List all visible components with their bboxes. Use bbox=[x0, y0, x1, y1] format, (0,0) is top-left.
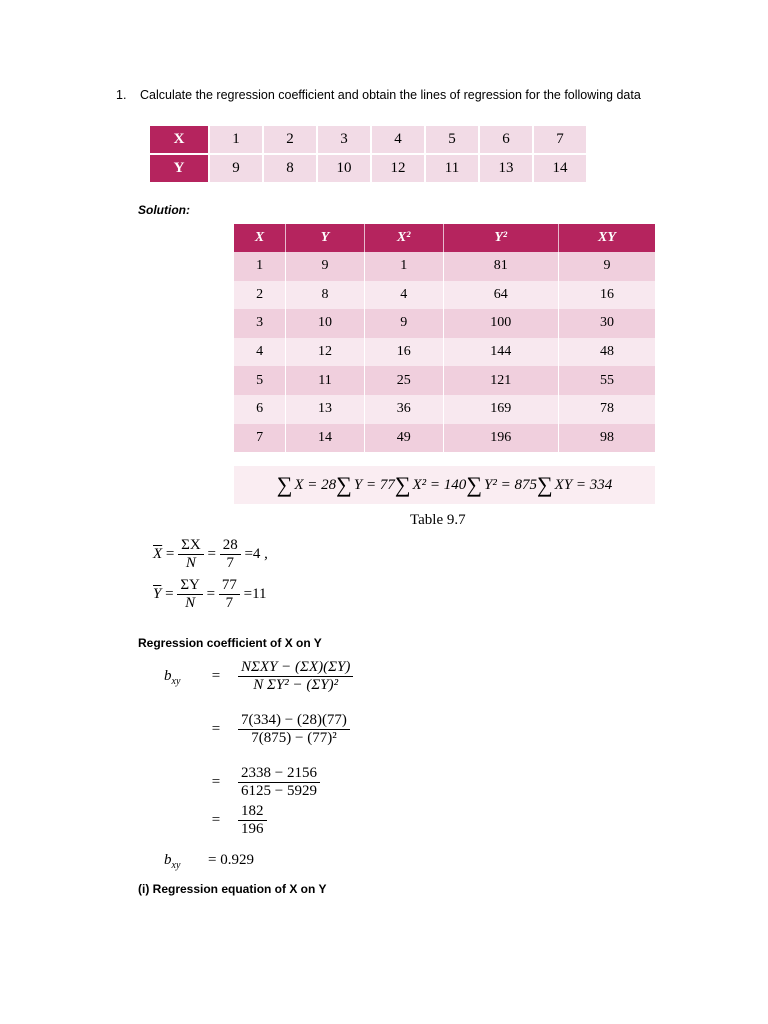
sigma-symbol: ∑ bbox=[536, 472, 553, 497]
solution-table bbox=[234, 224, 655, 452]
sum-value: XY = 334 bbox=[554, 476, 613, 493]
mean-x-symbol: $\overline{X}$ bbox=[153, 545, 163, 562]
table-cell: 9 bbox=[364, 309, 443, 338]
table-cell: 7 bbox=[234, 424, 286, 453]
given-row-x bbox=[149, 125, 587, 154]
table-cell: 81 bbox=[443, 252, 558, 281]
mean-y-formula: $\overline{Y}$ = $\frac{\Sigma Y}{N}$ = $\frac{77}{7}$ =11 bbox=[153, 577, 267, 611]
table-row bbox=[234, 395, 655, 424]
step-3-num: 2338 − 2156 bbox=[238, 766, 320, 783]
table-row bbox=[234, 338, 655, 367]
table-cell: 14 bbox=[286, 424, 365, 453]
mean-y-result: =11 bbox=[243, 585, 267, 602]
table-cell: 169 bbox=[443, 395, 558, 424]
table-row bbox=[234, 309, 655, 338]
given-cell: 6 bbox=[479, 125, 533, 154]
table-cell: 121 bbox=[443, 366, 558, 395]
sigma-symbol: ∑ bbox=[276, 472, 293, 497]
table-cell: 49 bbox=[364, 424, 443, 453]
given-cell: 8 bbox=[263, 154, 317, 183]
coefficient-result-symbol: $b_{xy}$ bbox=[164, 852, 181, 871]
question-number: 1. bbox=[116, 88, 127, 102]
table-cell: 4 bbox=[234, 338, 286, 367]
mean-x-den: N bbox=[185, 555, 196, 571]
sum-value: Y = 77 bbox=[353, 476, 395, 493]
table-row bbox=[234, 252, 655, 281]
table-cell: 9 bbox=[286, 252, 365, 281]
table-cell: 16 bbox=[364, 338, 443, 367]
coefficient-symbol: $b_{xy}$ bbox=[164, 667, 181, 687]
question-text: Calculate the regression coefficient and obtain the lines of regression for the following data bbox=[140, 88, 641, 102]
table-cell: 11 bbox=[286, 366, 365, 395]
mean-x-den2: 7 bbox=[226, 555, 234, 571]
sum-value: X² = 140 bbox=[412, 476, 467, 493]
table-cell: 30 bbox=[558, 309, 655, 338]
regression-coefficient-label: Regression coefficient of X on Y bbox=[138, 636, 322, 650]
column-header: X bbox=[234, 224, 286, 252]
regression-equation-label: (i) Regression equation of X on Y bbox=[138, 882, 327, 896]
coefficient-step-4: = $\frac{182}{196}$ bbox=[164, 804, 267, 837]
table-caption: Table 9.7 bbox=[410, 512, 466, 528]
table-cell: 98 bbox=[558, 424, 655, 453]
mean-x-num: ΣX bbox=[178, 538, 204, 555]
step-2-den: 7(875) − (77)² bbox=[251, 730, 337, 746]
column-header: X² bbox=[364, 224, 443, 252]
sigma-symbol: ∑ bbox=[394, 472, 411, 497]
column-header: Y² bbox=[443, 224, 558, 252]
given-cell: 7 bbox=[533, 125, 587, 154]
mean-x-result: =4 , bbox=[244, 545, 268, 562]
given-cell: 4 bbox=[371, 125, 425, 154]
table-cell: 3 bbox=[234, 309, 286, 338]
table-cell: 13 bbox=[286, 395, 365, 424]
given-cell: 13 bbox=[479, 154, 533, 183]
given-cell: 9 bbox=[209, 154, 263, 183]
table-cell: 36 bbox=[364, 395, 443, 424]
table-cell: 1 bbox=[234, 252, 286, 281]
table-cell: 100 bbox=[443, 309, 558, 338]
mean-y-den2: 7 bbox=[225, 595, 234, 611]
table-cell: 1 bbox=[364, 252, 443, 281]
table-cell: 78 bbox=[558, 395, 655, 424]
table-row bbox=[234, 424, 655, 453]
table-cell: 9 bbox=[558, 252, 655, 281]
given-cell: 14 bbox=[533, 154, 587, 183]
given-data-table bbox=[148, 124, 588, 184]
table-cell: 6 bbox=[234, 395, 286, 424]
table-cell: 25 bbox=[364, 366, 443, 395]
given-cell: 11 bbox=[425, 154, 479, 183]
mean-y-num: ΣY bbox=[177, 578, 203, 595]
sigma-symbol: ∑ bbox=[466, 472, 482, 497]
table-cell: 55 bbox=[558, 366, 655, 395]
mean-y-symbol: $\overline{Y}$ bbox=[153, 585, 162, 602]
given-row-label: X bbox=[149, 125, 209, 154]
table-cell: 64 bbox=[443, 281, 558, 310]
given-cell: 2 bbox=[263, 125, 317, 154]
step-2-num: 7(334) − (28)(77) bbox=[238, 713, 350, 730]
table-cell: 2 bbox=[234, 281, 286, 310]
step-1-num: NΣXY − (ΣX)(ΣY) bbox=[238, 660, 353, 677]
step-3-den: 6125 − 5929 bbox=[241, 783, 317, 799]
given-cell: 1 bbox=[209, 125, 263, 154]
mean-x-formula: $\overline{X}$ = $\frac{\Sigma X}{N}$ = $\frac{28}{7}$ =4 , bbox=[153, 537, 268, 571]
table-cell: 12 bbox=[286, 338, 365, 367]
mean-y-den: N bbox=[185, 595, 196, 611]
table-row bbox=[234, 281, 655, 310]
sum-value: Y² = 875 bbox=[484, 476, 537, 493]
table-cell: 10 bbox=[286, 309, 365, 338]
table-cell: 4 bbox=[364, 281, 443, 310]
table-cell: 48 bbox=[558, 338, 655, 367]
table-cell: 196 bbox=[443, 424, 558, 453]
table-row bbox=[234, 366, 655, 395]
table-cell: 16 bbox=[558, 281, 655, 310]
given-cell: 12 bbox=[371, 154, 425, 183]
given-row-y bbox=[149, 154, 587, 183]
table-cell: 5 bbox=[234, 366, 286, 395]
sigma-symbol: ∑ bbox=[336, 472, 352, 497]
column-header: Y bbox=[286, 224, 365, 252]
sum-value: X = 28 bbox=[294, 476, 337, 493]
given-row-label: Y bbox=[149, 154, 209, 183]
coefficient-value: 0.929 bbox=[220, 852, 254, 868]
column-header: XY bbox=[558, 224, 655, 252]
coefficient-step-1: $b_{xy}$ = $\frac{\text{NΣXY − (ΣX)(ΣY)}}{\text{N ΣY² − (ΣY)²}}$ bbox=[164, 660, 353, 693]
sums-row bbox=[234, 466, 655, 504]
table-cell: 144 bbox=[443, 338, 558, 367]
coefficient-result: $b_{xy} = 0.929$ bbox=[164, 852, 254, 871]
coefficient-step-2: = $\frac{7(334) - (28)(77)}{\text{7(875) − (77)²}}$ bbox=[164, 713, 350, 746]
table-cell: 8 bbox=[286, 281, 365, 310]
solution-label: Solution: bbox=[138, 203, 190, 217]
question bbox=[116, 88, 641, 102]
mean-y-num2: 77 bbox=[219, 578, 240, 595]
step-4-den: 196 bbox=[241, 821, 264, 837]
coefficient-step-3: = $\frac{2338 - 2156}{6125 - 5929}$ bbox=[164, 766, 320, 799]
given-cell: 3 bbox=[317, 125, 371, 154]
mean-x-num2: 28 bbox=[220, 538, 241, 555]
step-4-num: 182 bbox=[238, 804, 267, 821]
given-cell: 5 bbox=[425, 125, 479, 154]
step-1-den: N ΣY² − (ΣY)² bbox=[253, 677, 339, 693]
given-cell: 10 bbox=[317, 154, 371, 183]
